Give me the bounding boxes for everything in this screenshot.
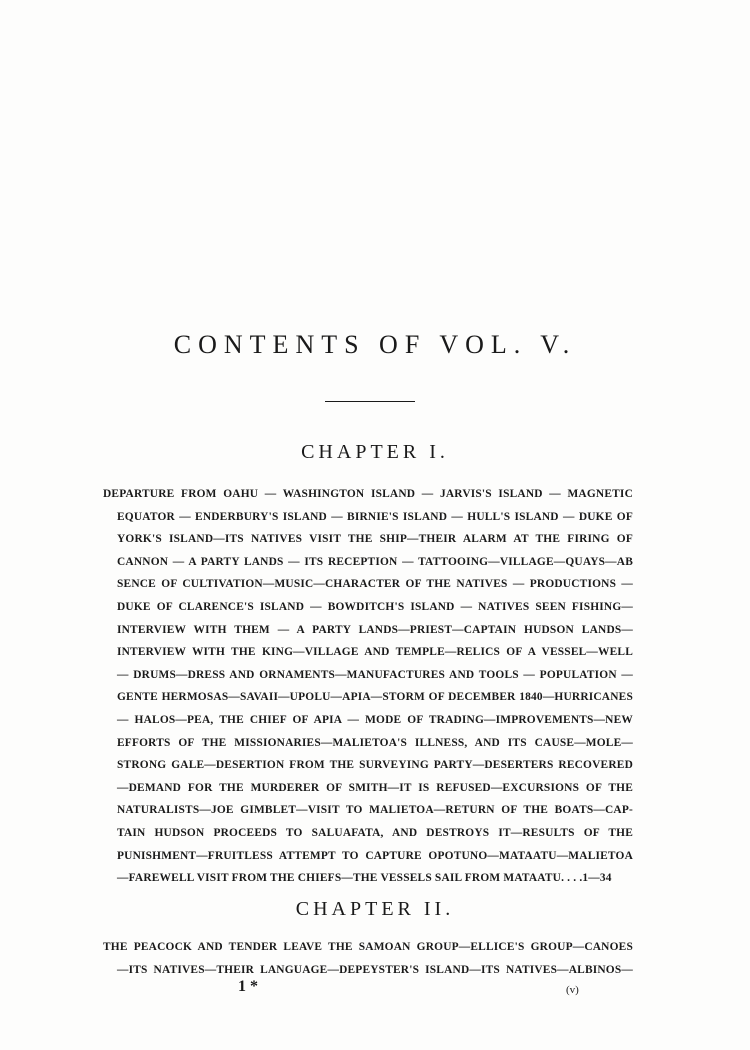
chapter-1-line: EFFORTS OF THE MISSIONARIES—MALIETOA'S ILLNESS, AND ITS CAUSE—MOLE—	[117, 736, 633, 749]
signature-mark: 1 *	[238, 978, 258, 995]
chapter-1-line: CANNON — A PARTY LANDS — ITS RECEPTION — TATTOOING—VILLAGE—QUAYS—AB	[117, 555, 633, 568]
chapter-2-line: —ITS NATIVES—THEIR LANGUAGE—DEPEYSTER'S ISLAND—ITS NATIVES—ALBINOS—	[117, 963, 633, 976]
chapter-2-line: THE PEACOCK AND TENDER LEAVE THE SAMOAN GROUP—ELLICE'S GROUP—CANOES	[103, 941, 633, 953]
chapter-1-line: DEPARTURE FROM OAHU — WASHINGTON ISLAND — JARVIS'S ISLAND — MAGNETIC	[103, 488, 633, 500]
chapter-1-line: —FAREWELL VISIT FROM THE CHIEFS—THE VESSELS SAIL FROM MATAATU. . . .1—34	[117, 872, 612, 885]
chapter-1-line: — DRUMS—DRESS AND ORNAMENTS—MANUFACTURES AND TOOLS — POPULATION —	[117, 668, 633, 681]
chapter-1-line: DUKE OF CLARENCE'S ISLAND — BOWDITCH'S ISLAND — NATIVES SEEN FISHING—	[117, 600, 633, 613]
chapter-1-line: PUNISHMENT—FRUITLESS ATTEMPT TO CAPTURE OPOTUNO—MATAATU—MALIETOA	[117, 849, 633, 862]
title-divider	[325, 401, 415, 402]
chapter-1-heading: CHAPTER I.	[301, 441, 449, 463]
chapter-1-line: — HALOS—PEA, THE CHIEF OF APIA — MODE OF TRADING—IMPROVEMENTS—NEW	[117, 713, 633, 726]
chapter-1-summary	[103, 483, 633, 890]
chapter-1-line: INTERVIEW WITH THE KING—VILLAGE AND TEMPLE—RELICS OF A VESSEL—WELL	[117, 646, 633, 659]
chapter-2-summary	[103, 936, 633, 981]
bleed-through-texture	[108, 40, 628, 310]
chapter-1-line: INTERVIEW WITH THEM — A PARTY LANDS—PRIEST—CAPTAIN HUDSON LANDS—	[117, 623, 633, 636]
page-number: (v)	[566, 984, 579, 996]
chapter-1-line: EQUATOR — ENDERBURY'S ISLAND — BIRNIE'S ISLAND — HULL'S ISLAND — DUKE OF	[117, 510, 633, 523]
chapter-2-heading: CHAPTER II.	[295, 898, 455, 920]
chapter-1-line: SENCE OF CULTIVATION—MUSIC—CHARACTER OF THE NATIVES — PRODUCTIONS —	[117, 578, 633, 591]
chapter-1-line: —DEMAND FOR THE MURDERER OF SMITH—IT IS REFUSED—EXCURSIONS OF THE	[117, 781, 633, 794]
chapter-1-line: GENTE HERMOSAS—SAVAII—UPOLU—APIA—STORM OF DECEMBER 1840—HURRICANES	[117, 691, 633, 704]
chapter-1-line: NATURALISTS—JOE GIMBLET—VISIT TO MALIETOA—RETURN OF THE BOATS—CAP-	[117, 804, 633, 817]
page-title: CONTENTS OF VOL. V.	[173, 330, 577, 359]
chapter-1-line: YORK'S ISLAND—ITS NATIVES VISIT THE SHIP—THEIR ALARM AT THE FIRING OF	[117, 533, 633, 546]
chapter-1-line: TAIN HUDSON PROCEEDS TO SALUAFATA, AND DESTROYS IT—RESULTS OF THE	[117, 826, 633, 839]
chapter-1-line: STRONG GALE—DESERTION FROM THE SURVEYING PARTY—DESERTERS RECOVERED	[117, 759, 633, 772]
